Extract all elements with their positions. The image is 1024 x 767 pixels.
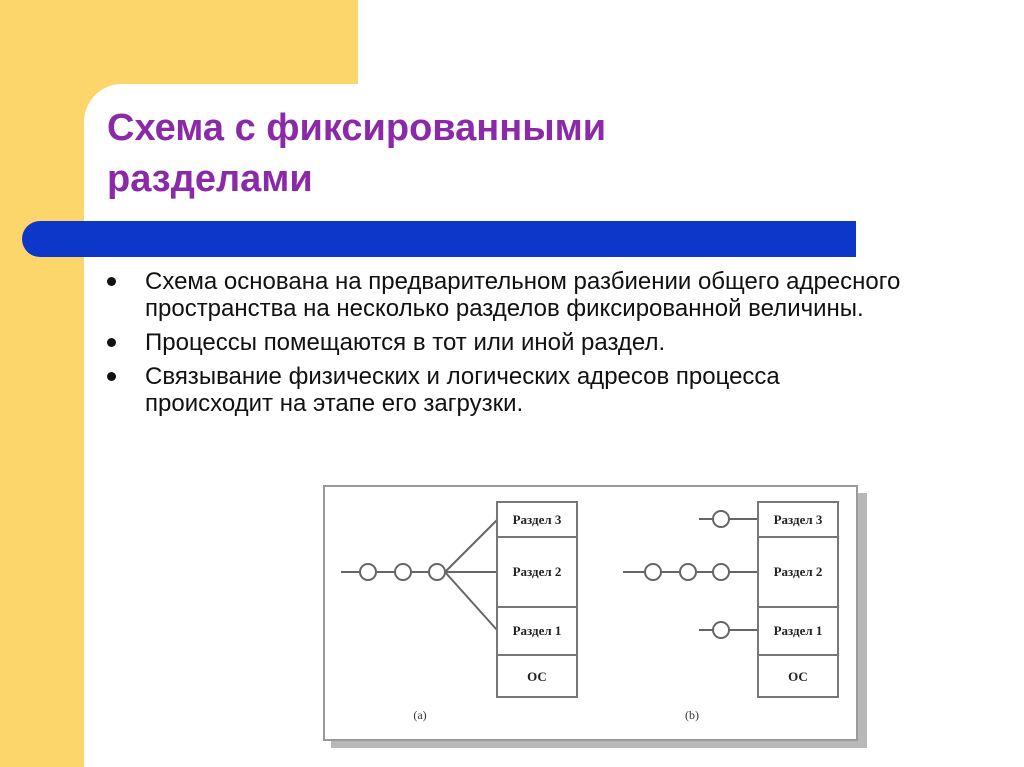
- bullet-dot-icon: [107, 338, 116, 347]
- bullet-text: Связывание физических и логических адресов процесса происходит на этапе его загрузки.: [145, 363, 780, 417]
- slide-title: [107, 103, 807, 205]
- partition-1-label: Раздел 1: [512, 623, 562, 638]
- partition-3-label: Раздел 3: [773, 512, 823, 527]
- partition-1-label: Раздел 1: [773, 623, 823, 638]
- process-circle: [713, 622, 729, 638]
- process-circle: [429, 564, 445, 580]
- partition-2-label: Раздел 2: [512, 564, 562, 579]
- bullet-dot-icon: [107, 277, 116, 286]
- bullet-item: [105, 363, 905, 417]
- process-circle: [645, 564, 661, 580]
- process-circle: [713, 564, 729, 580]
- slide-title-line-2: разделами: [107, 158, 313, 200]
- os-label: ОС: [788, 669, 808, 684]
- bullet-text: Процессы помещаются в тот или иной раздел.: [145, 329, 666, 356]
- caption-a: (a): [413, 708, 427, 722]
- partition-diagram-svg: [323, 485, 869, 750]
- partition-2-label: Раздел 2: [773, 564, 823, 579]
- caption-b: (b): [685, 708, 699, 722]
- process-circle: [395, 564, 411, 580]
- bullet-list: [105, 268, 905, 424]
- partition-diagram: [323, 485, 869, 750]
- process-circle: [680, 564, 696, 580]
- process-circle: [360, 564, 376, 580]
- slide-title-line-1: Схема с фиксированными: [107, 107, 607, 149]
- bullet-text: Схема основана на предварительном разбиении общего адресного пространства на несколько разделов фиксированной величины.: [145, 268, 901, 322]
- partition-3-label: Раздел 3: [512, 512, 562, 527]
- title-divider-bar: [22, 221, 856, 257]
- process-circle: [713, 511, 729, 527]
- bullet-dot-icon: [107, 372, 116, 381]
- os-label: ОС: [527, 669, 547, 684]
- bullet-item: [105, 329, 905, 356]
- bullet-item: [105, 268, 905, 322]
